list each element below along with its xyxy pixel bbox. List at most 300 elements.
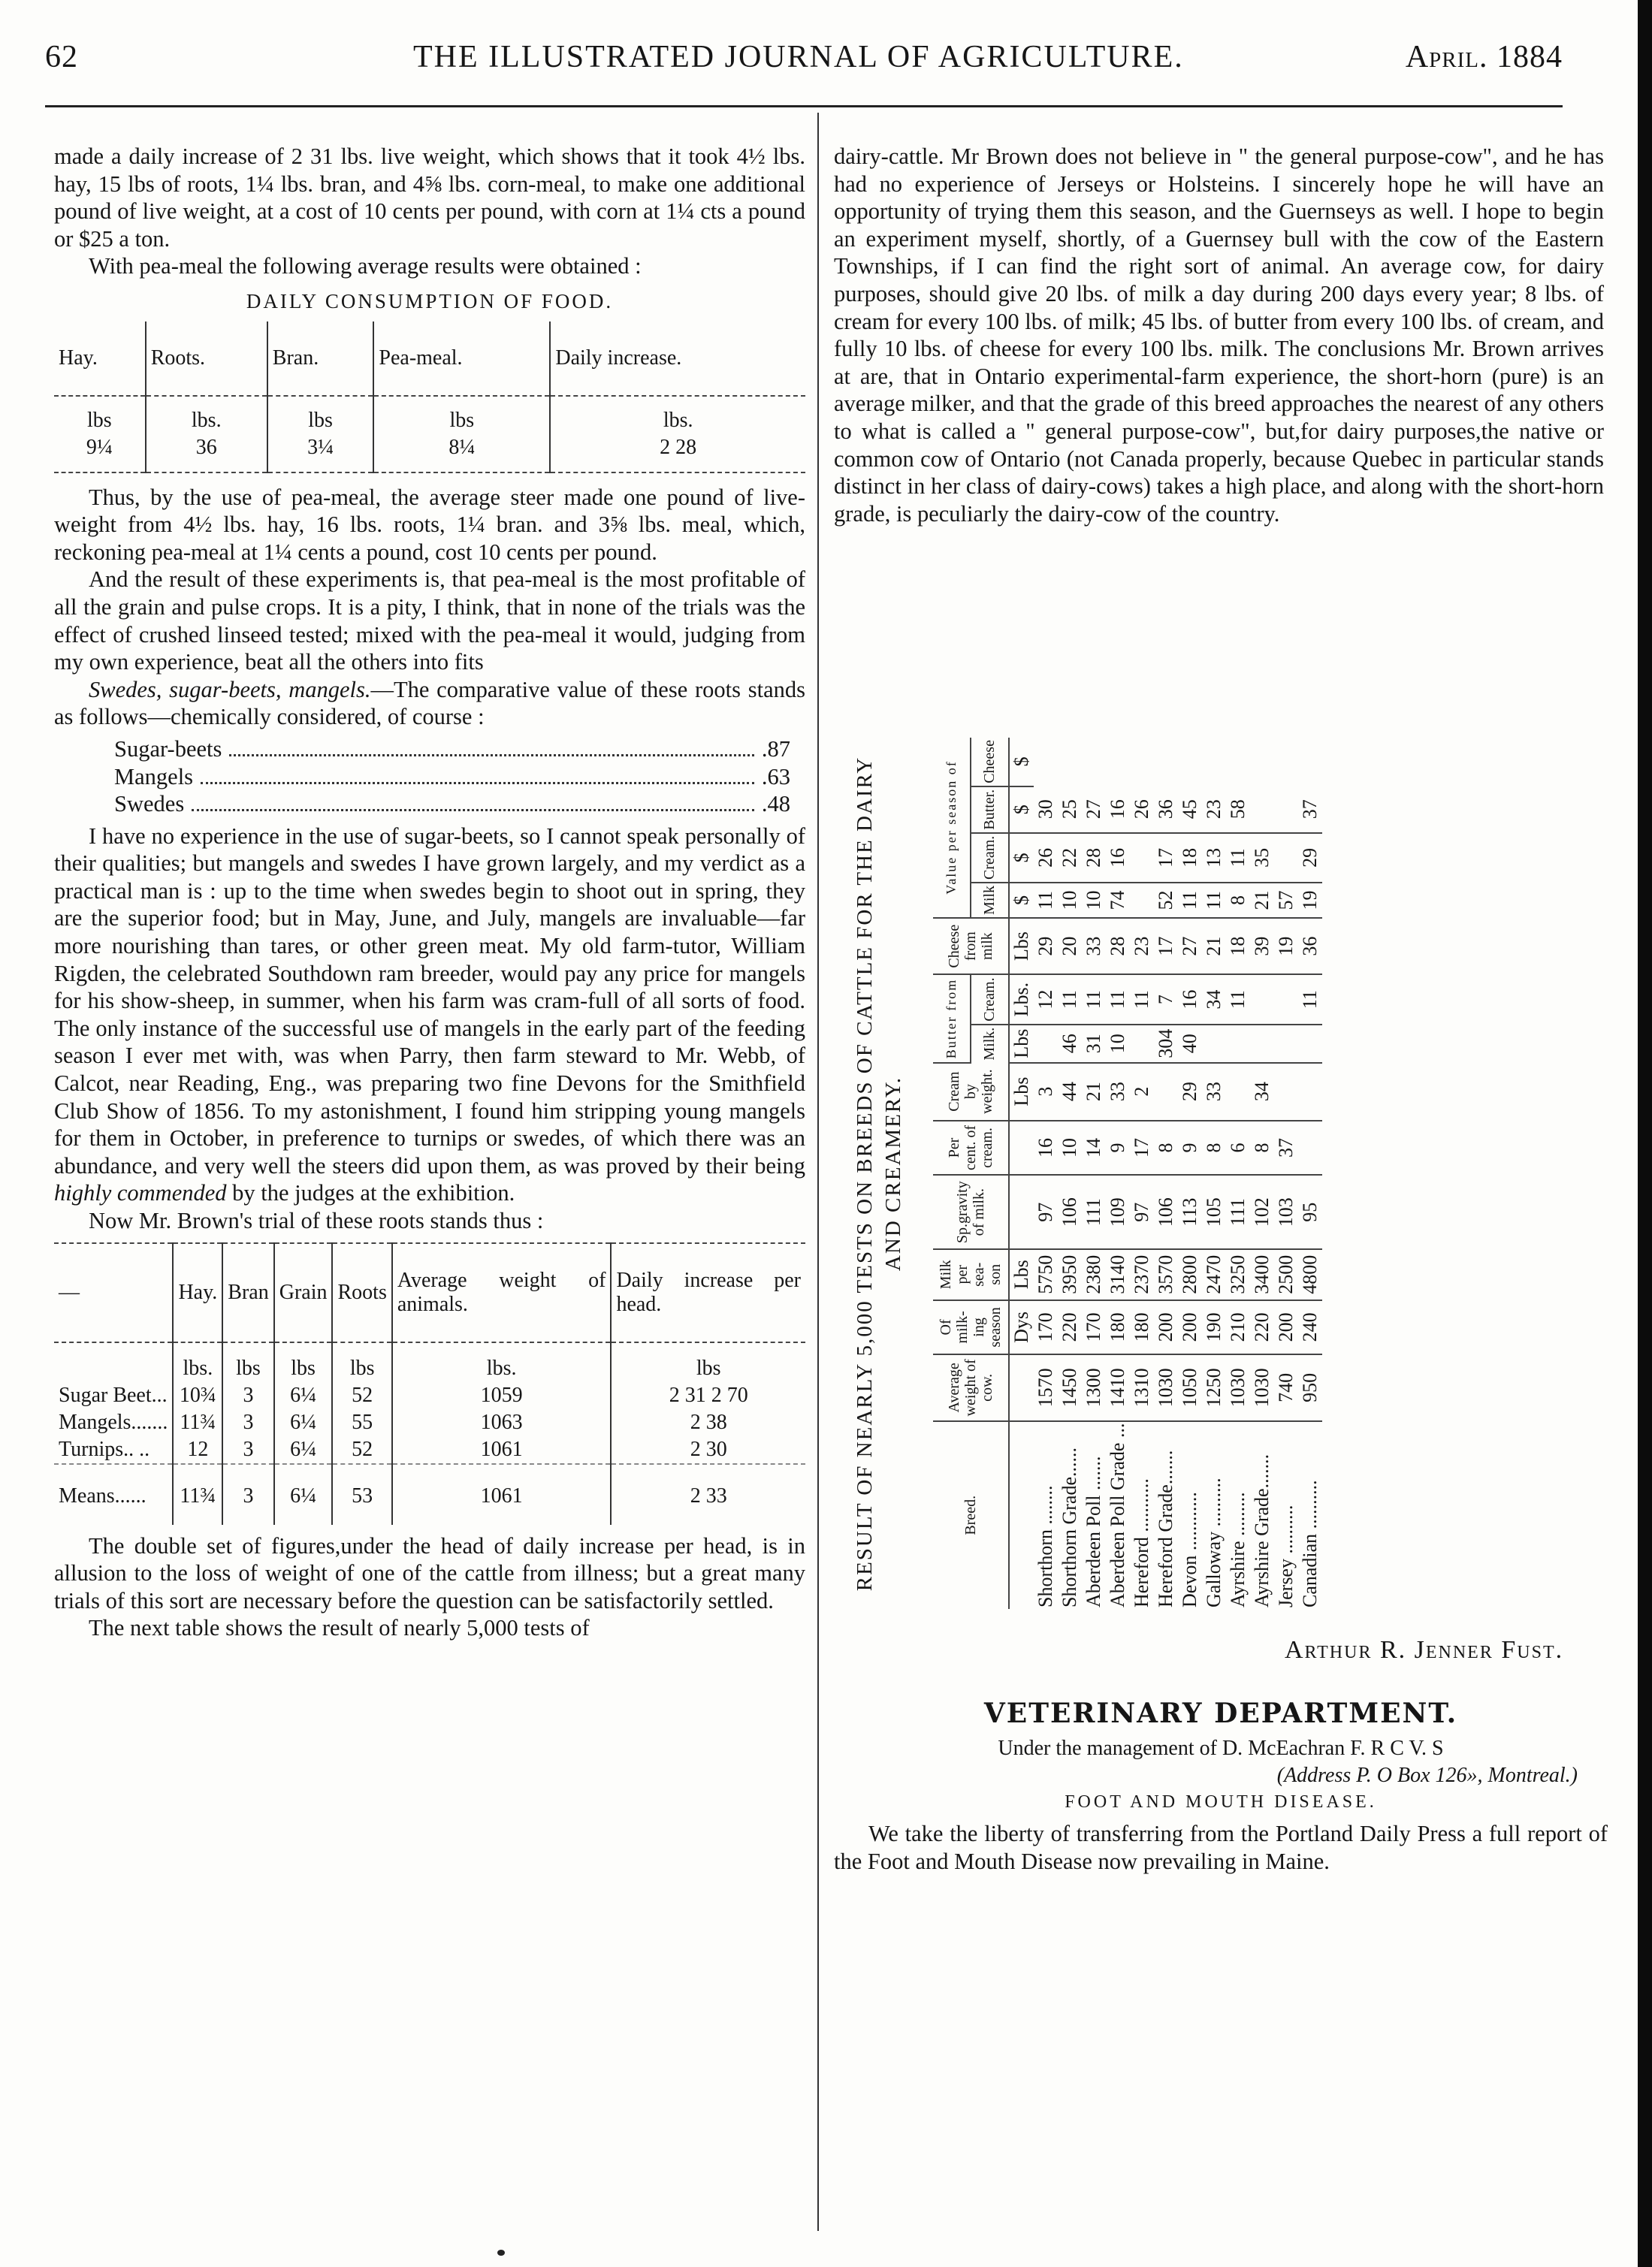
table-cell: 45 bbox=[1178, 786, 1202, 833]
table-cell: 113 bbox=[1178, 1175, 1202, 1249]
table-cell: 106 bbox=[1058, 1175, 1082, 1249]
table-cell: 304 bbox=[1154, 1025, 1178, 1063]
table-cell: 10 bbox=[1106, 1025, 1130, 1063]
table-cell: 17 bbox=[1154, 833, 1178, 883]
table-cell: 106 bbox=[1154, 1175, 1178, 1249]
table-cell bbox=[1274, 1025, 1298, 1063]
column-header: — bbox=[54, 1243, 173, 1342]
paragraph: Now Mr. Brown's trial of these roots stands thus : bbox=[89, 1208, 544, 1233]
unit-cell: lbs. bbox=[392, 1342, 612, 1382]
table-cell: 34 bbox=[1202, 974, 1226, 1024]
table-cell: 16 bbox=[1034, 1121, 1058, 1176]
column-header: Milk bbox=[971, 883, 1009, 918]
column-header: Roots. bbox=[146, 321, 267, 396]
unit-cell bbox=[54, 1342, 173, 1382]
paragraph: Thus, by the use of pea-meal, the average steer made one pound of live-weight from 4½ lbs. hay, 16 lbs. roots, 1¼ bran. and 3⅝ lbs. meal, which, reckoning pea-meal at 1¼ cents a pound, cost 10 cents per pound. bbox=[54, 484, 805, 565]
table-cell: 1410 bbox=[1106, 1354, 1130, 1420]
row-label: Means...... bbox=[54, 1464, 173, 1525]
table-row bbox=[1058, 738, 1082, 1609]
dairy-tests-rotated bbox=[841, 732, 1567, 1615]
table-cell: 2370 bbox=[1130, 1249, 1154, 1300]
table-cell: 2 bbox=[1130, 1063, 1154, 1121]
table-cell: 21 bbox=[1202, 918, 1226, 975]
table-cell: 30 bbox=[1034, 786, 1058, 833]
author-signature: Arthur R. Jenner Fust. bbox=[1285, 1636, 1564, 1664]
table-cell: 8 bbox=[1226, 883, 1250, 918]
table-cell: 39 bbox=[1250, 918, 1274, 975]
table-cell: 46 bbox=[1058, 1025, 1082, 1063]
issue-date: April. 1884 bbox=[1405, 40, 1563, 74]
table-cell: 26 bbox=[1130, 786, 1154, 833]
column-header: Average weight of cow. bbox=[933, 1354, 1009, 1420]
table-cell: 97 bbox=[1034, 1175, 1058, 1249]
table-cell: 3 bbox=[222, 1382, 273, 1409]
breed-name: Shorthorn ........ bbox=[1034, 1485, 1056, 1607]
table-cell: 170 bbox=[1082, 1300, 1106, 1355]
dairy-tests-table-region bbox=[841, 732, 1567, 1615]
table-cell: 23 bbox=[1130, 918, 1154, 975]
list-item bbox=[114, 735, 790, 763]
dairy-tests-table bbox=[933, 738, 1322, 1609]
table-cell: 6¼ bbox=[274, 1382, 333, 1409]
table-cell: 11¾ bbox=[173, 1409, 222, 1436]
paragraph: The next table shows the result of nearly 5,000 tests of bbox=[89, 1615, 590, 1641]
table-cell: 6¼ bbox=[274, 1436, 333, 1464]
table-cell: 12 bbox=[1034, 974, 1058, 1024]
group-header: Value per season of bbox=[933, 738, 971, 918]
table-cell: 111 bbox=[1226, 1175, 1250, 1249]
unit-cell: Dys bbox=[1009, 1300, 1034, 1355]
table-cell: 29 bbox=[1178, 1063, 1202, 1121]
table-cell: 9 bbox=[1178, 1121, 1202, 1176]
table-cell: 17 bbox=[1154, 918, 1178, 975]
table-cell: 3140 bbox=[1106, 1249, 1130, 1300]
breed-name: Shorthorn Grade...... bbox=[1059, 1447, 1080, 1607]
table-caption: DAILY CONSUMPTION OF FOOD. bbox=[246, 289, 614, 312]
table-cell: 2470 bbox=[1202, 1249, 1226, 1300]
table-cell: 1063 bbox=[392, 1409, 612, 1436]
table-cell: 74 bbox=[1106, 883, 1130, 918]
table-cell: 34 bbox=[1250, 1063, 1274, 1121]
table-cell bbox=[1130, 1025, 1154, 1063]
paragraph: With pea-meal the following average results were obtained : bbox=[89, 253, 642, 279]
table-cell: 11 bbox=[1202, 883, 1226, 918]
table-cell: 28 bbox=[1082, 833, 1106, 883]
table-cell: 11¾ bbox=[173, 1464, 222, 1525]
subheading: FOOT AND MOUTH DISEASE. bbox=[1065, 1792, 1377, 1812]
table-cell: 950 bbox=[1298, 1354, 1322, 1420]
address-line: (Address P. O Box 126», Montreal.) bbox=[1276, 1764, 1578, 1787]
table-cell: 36 bbox=[1154, 786, 1178, 833]
table-cell: 8 bbox=[1202, 1121, 1226, 1176]
paragraph: made a daily increase of 2 31 lbs. live weight, which shows that it took 4½ lbs. hay, 15 lbs of roots, 1¼ lbs. bran, and 4⅝ lbs. corn-meal, to make one additional pound of live weight, at a cost of 10 cents per pound, with corn at 1¼ cts a pound or $25 a ton. bbox=[54, 143, 805, 252]
table-cell: 8 bbox=[1154, 1121, 1178, 1176]
root-name: Swedes bbox=[114, 791, 185, 817]
dairy-tests-body bbox=[1034, 738, 1322, 1609]
list-item bbox=[114, 790, 790, 818]
unit-cell: lbs bbox=[87, 408, 112, 432]
column-header: Cheese bbox=[971, 738, 1009, 786]
table-cell: 18 bbox=[1178, 833, 1202, 883]
paragraph-text: I have no experience in the use of sugar-beets, so I cannot speak personally of their qualities; but mangels and swedes I have grown largely, and my verdict as a practical man is : up to the time when swedes begin to shoot out in spring, they are the superior food; but in May, June, and July, mangels are invaluable—far more nourishing than tares, or other green meat. My old farm-tutor, William Rigden, the celebrated Southdown ram breeder, would pay any price for mangels for his show-sheep, in summer, when his farm was cram-full of all sorts of food. The only instance of the successful use of mangels in the early part of the feeding season I ever met with, was when Parry, then farm steward to Mr. Webb, of Calcot, near Reading, Eng., was preparing two fine Devons for the Smithfield Club Show of 1856. To my astonishment, I found him stripping young mangels for them in October, in preference to turnips or swedes, of which there was an abundance, and very well the steers did upon them, as was proved by their being bbox=[54, 823, 805, 1179]
table-cell bbox=[1130, 833, 1154, 883]
table-cell: 3 bbox=[222, 1409, 273, 1436]
table-cell: 33 bbox=[1106, 1063, 1130, 1121]
value-cell: 3¼ bbox=[267, 434, 374, 472]
table-cell: 1059 bbox=[392, 1382, 612, 1409]
row-label: Turnips.. .. bbox=[59, 1437, 150, 1461]
table-cell: 25 bbox=[1058, 786, 1082, 833]
root-values-list bbox=[114, 735, 790, 818]
breed-name: Hereford Grade....... bbox=[1155, 1450, 1176, 1607]
table-cell: 9 bbox=[1106, 1121, 1130, 1176]
column-header: Roots bbox=[332, 1243, 391, 1342]
table-cell: 2500 bbox=[1274, 1249, 1298, 1300]
table-cell bbox=[1298, 1121, 1322, 1176]
running-head bbox=[45, 39, 1563, 84]
table-cell: 3 bbox=[222, 1464, 273, 1525]
unit-cell: $ bbox=[1009, 786, 1034, 833]
table-cell: 2800 bbox=[1178, 1249, 1202, 1300]
paragraph-text: by the judges at the exhibition. bbox=[232, 1180, 515, 1206]
table-cell: 37 bbox=[1274, 1121, 1298, 1176]
column-header: Milk per sea-son bbox=[933, 1249, 1009, 1300]
table-cell: 44 bbox=[1058, 1063, 1082, 1121]
table-row bbox=[54, 396, 805, 434]
breed-name: Galloway .......... bbox=[1203, 1478, 1225, 1607]
leader-dots bbox=[192, 809, 754, 811]
table-cell: 14 bbox=[1082, 1121, 1106, 1176]
table-cell: 8 bbox=[1250, 1121, 1274, 1176]
table-cell bbox=[1298, 1025, 1322, 1063]
table-cell: 1310 bbox=[1130, 1354, 1154, 1420]
column-header: Milk. bbox=[971, 1025, 1009, 1063]
table-cell: 40 bbox=[1178, 1025, 1202, 1063]
unit-cell: lbs. bbox=[146, 396, 267, 434]
table-cell: 1030 bbox=[1250, 1354, 1274, 1420]
units-row bbox=[1009, 738, 1034, 1609]
paragraph: The double set of figures,under the head of daily increase per head, is in allusion to the loss of weight of one of the cattle from illness; but a great many trials of this sort are necessary before the question can be satisfactorily settled. bbox=[54, 1532, 805, 1613]
column-header: Daily increase per head. bbox=[611, 1243, 805, 1342]
table-cell bbox=[1274, 833, 1298, 883]
table-cell: 3 bbox=[222, 1436, 273, 1464]
table-cell bbox=[1298, 1063, 1322, 1121]
table-cell: 180 bbox=[1106, 1300, 1130, 1355]
table-cell: 57 bbox=[1274, 883, 1298, 918]
table-cell: 26 bbox=[1034, 833, 1058, 883]
table-cell: 170 bbox=[1034, 1300, 1058, 1355]
value-cell: 9¼ bbox=[54, 434, 146, 472]
paragraph: dairy-cattle. Mr Brown does not believe in " the general purpose-cow", and he has had no experience of Jerseys or Holsteins. I sincerely hope he will have an opportunity of trying them this season, and the Guernseys as well. I hope to begin an experiment myself, shortly, of a Guernsey bull with the cow of the Eastern Townships, if I can find the right sort of animal. An average cow, for dairy purposes, should give 20 lbs. of milk a day during 200 days every year; 8 lbs. of cream for every 100 lbs. of milk; 45 lbs. of butter from every 100 lbs. of cream, and fully 10 lbs. of cheese for every 100 lbs. milk. The conclusions Mr. Brown arrives at are, that in Ontario experimental-farm experience, the short-horn (pure) is an average milker, and that the grade of this breed approaches the nearest of any others to what is called a " general purpose-cow", but,for dairy purposes,the native or common cow of Ontario (not Canada properly, because Quebec in particular stands distinct in her class of dairy-cows) takes a high place, and along with the short-horn grade, is peculiarly the dairy-cow of the country. bbox=[834, 143, 1604, 527]
root-name: Mangels bbox=[114, 763, 194, 789]
table-cell: 20 bbox=[1058, 918, 1082, 975]
unit-cell: $ bbox=[1009, 883, 1034, 918]
table-cell: 55 bbox=[332, 1409, 391, 1436]
table-cell: 1570 bbox=[1034, 1354, 1058, 1420]
unit-cell: lbs bbox=[274, 1342, 333, 1382]
unit-cell bbox=[1009, 1421, 1034, 1609]
table-row bbox=[1106, 738, 1130, 1609]
table-cell: 200 bbox=[1274, 1300, 1298, 1355]
table-cell: 29 bbox=[1034, 918, 1058, 975]
unit-cell: Lbs bbox=[1009, 918, 1034, 975]
unit-cell: lbs bbox=[222, 1342, 273, 1382]
table-cell: 105 bbox=[1202, 1175, 1226, 1249]
scan-edge bbox=[1638, 0, 1652, 2267]
unit-cell: lbs. bbox=[550, 396, 805, 434]
unit-cell: $ bbox=[1009, 738, 1034, 786]
table-cell: 200 bbox=[1154, 1300, 1178, 1355]
table-cell: 21 bbox=[1082, 1063, 1106, 1121]
table-cell: 6¼ bbox=[274, 1464, 333, 1525]
breed-name: Devon ............ bbox=[1179, 1492, 1200, 1607]
group-header: Butter from bbox=[933, 974, 971, 1062]
breed-name: Ayrshire Grade....... bbox=[1251, 1453, 1273, 1607]
table-cell: 16 bbox=[1106, 786, 1130, 833]
table-cell bbox=[1250, 786, 1274, 833]
paragraph: We take the liberty of transferring from the Portland Daily Press a full report of the Foot and Mouth Disease now prevailing in Maine. bbox=[834, 1821, 1608, 1874]
italic-text: highly commended bbox=[54, 1180, 227, 1206]
ink-speck bbox=[497, 2250, 505, 2256]
table-cell: 33 bbox=[1202, 1063, 1226, 1121]
unit-cell: Lbs bbox=[1009, 1025, 1034, 1063]
table-cell: 11 bbox=[1082, 974, 1106, 1024]
table-caption: RESULT OF NEARLY 5,000 TESTS ON BREEDS OF CATTLE FOR THE DAIRY AND CREAMERY. bbox=[853, 756, 905, 1592]
table-cell: 7 bbox=[1154, 974, 1178, 1024]
breed-name: Jersey .......... bbox=[1275, 1505, 1297, 1607]
table-cell: 33 bbox=[1082, 918, 1106, 975]
unit-cell: Lbs. bbox=[1009, 974, 1034, 1024]
table-row bbox=[54, 1342, 805, 1382]
breed-name: Aberdeen Poll Grade ... bbox=[1107, 1423, 1128, 1607]
table-cell bbox=[1202, 1025, 1226, 1063]
root-value: .87 bbox=[761, 735, 790, 762]
page-number: 62 bbox=[45, 40, 78, 74]
table-cell: 28 bbox=[1106, 918, 1130, 975]
italic-heading: Swedes, sugar-beets, mangels. bbox=[89, 676, 371, 702]
table-row bbox=[1298, 738, 1322, 1609]
table-cell: 12 bbox=[173, 1436, 222, 1464]
table-row bbox=[1082, 738, 1106, 1609]
table-row bbox=[54, 1382, 805, 1409]
column-header: Bran bbox=[222, 1243, 273, 1342]
table-row bbox=[1226, 738, 1250, 1609]
table-cell: 2 38 bbox=[611, 1409, 805, 1436]
table-cell: 27 bbox=[1082, 786, 1106, 833]
table-cell: 2 33 bbox=[611, 1464, 805, 1525]
table-cell: 10¾ bbox=[173, 1382, 222, 1409]
list-item bbox=[114, 763, 790, 791]
leader-dots bbox=[201, 782, 754, 784]
value-cell: 2 28 bbox=[550, 434, 805, 472]
table-cell: 1250 bbox=[1202, 1354, 1226, 1420]
table-cell: 10 bbox=[1058, 1121, 1082, 1176]
table-row bbox=[54, 1436, 805, 1464]
table-cell: 2 30 bbox=[611, 1436, 805, 1464]
table-cell: 36 bbox=[1298, 918, 1322, 975]
table-cell: 3400 bbox=[1250, 1249, 1274, 1300]
table-cell: 103 bbox=[1274, 1175, 1298, 1249]
table-cell bbox=[1226, 1025, 1250, 1063]
root-name: Sugar-beets bbox=[114, 735, 222, 762]
table-cell: 1030 bbox=[1226, 1354, 1250, 1420]
table-row bbox=[1154, 738, 1178, 1609]
table-row bbox=[1250, 738, 1274, 1609]
table-row bbox=[54, 434, 805, 472]
table-cell bbox=[1250, 1025, 1274, 1063]
table-cell: 180 bbox=[1130, 1300, 1154, 1355]
table-cell: 240 bbox=[1298, 1300, 1322, 1355]
journal-title: THE ILLUSTRATED JOURNAL OF AGRICULTURE. bbox=[413, 40, 1184, 74]
unit-cell bbox=[1009, 1121, 1034, 1176]
table-cell: 58 bbox=[1226, 786, 1250, 833]
breed-name: Hereford ........... bbox=[1131, 1478, 1152, 1607]
column-header: Hay. bbox=[54, 321, 146, 396]
left-column bbox=[54, 143, 805, 1642]
table-cell: 111 bbox=[1082, 1175, 1106, 1249]
table-cell: 1030 bbox=[1154, 1354, 1178, 1420]
table-cell: 1061 bbox=[392, 1464, 612, 1525]
table-cell: 1061 bbox=[392, 1436, 612, 1464]
table-cell: 1050 bbox=[1178, 1354, 1202, 1420]
management-line: Under the management of D. McEachran F. R C V. S bbox=[998, 1737, 1444, 1760]
table-cell bbox=[1154, 1063, 1178, 1121]
breed-name: Canadian .......... bbox=[1299, 1480, 1321, 1607]
table-cell: 5750 bbox=[1034, 1249, 1058, 1300]
table-cell bbox=[1274, 1063, 1298, 1121]
table-row bbox=[1178, 738, 1202, 1609]
unit-cell: Lbs bbox=[1009, 1249, 1034, 1300]
table-cell: 6¼ bbox=[274, 1409, 333, 1436]
table-cell bbox=[1034, 1025, 1058, 1063]
table-cell: 190 bbox=[1202, 1300, 1226, 1355]
table-cell: 95 bbox=[1298, 1175, 1322, 1249]
unit-cell: lbs. bbox=[173, 1342, 222, 1382]
table-row bbox=[1130, 738, 1154, 1609]
column-header: Cream by weight. bbox=[933, 1063, 1009, 1121]
table-cell: 19 bbox=[1298, 883, 1322, 918]
row-label: Mangels....... bbox=[59, 1410, 168, 1434]
unit-cell bbox=[1009, 1354, 1034, 1420]
table-cell: 109 bbox=[1106, 1175, 1130, 1249]
table-cell: 52 bbox=[332, 1382, 391, 1409]
table-cell: 210 bbox=[1226, 1300, 1250, 1355]
table-cell: 11 bbox=[1226, 833, 1250, 883]
paragraph bbox=[54, 676, 805, 731]
table-cell: 18 bbox=[1226, 918, 1250, 975]
paragraph bbox=[54, 823, 805, 1207]
table-cell: 52 bbox=[1154, 883, 1178, 918]
table-cell bbox=[1226, 1063, 1250, 1121]
table-cell: 23 bbox=[1202, 786, 1226, 833]
table-cell: 16 bbox=[1178, 974, 1202, 1024]
column-header: Hay. bbox=[173, 1243, 222, 1342]
table-cell: 1300 bbox=[1082, 1354, 1106, 1420]
value-cell: 36 bbox=[146, 434, 267, 472]
unit-cell bbox=[1009, 1175, 1034, 1249]
table-cell bbox=[1274, 974, 1298, 1024]
table-cell bbox=[1130, 883, 1154, 918]
table-cell: 102 bbox=[1250, 1175, 1274, 1249]
table-cell: 11 bbox=[1058, 974, 1082, 1024]
table-cell: 3570 bbox=[1154, 1249, 1178, 1300]
column-header: Daily increase. bbox=[550, 321, 805, 396]
header-rule bbox=[45, 105, 1563, 107]
column-header: Of milk-ing season bbox=[933, 1300, 1009, 1355]
root-value: .63 bbox=[761, 763, 790, 789]
unit-cell: $ bbox=[1009, 833, 1034, 883]
table-cell: 31 bbox=[1082, 1025, 1106, 1063]
table-cell: 11 bbox=[1298, 974, 1322, 1024]
table-cell: 11 bbox=[1226, 974, 1250, 1024]
table-cell: 3950 bbox=[1058, 1249, 1082, 1300]
breed-name: Aberdeen Poll ....... bbox=[1083, 1456, 1104, 1607]
table-cell: 29 bbox=[1298, 833, 1322, 883]
breed-name: Ayrshire ......... bbox=[1227, 1492, 1249, 1607]
table-row bbox=[1034, 738, 1058, 1609]
table-cell: 1450 bbox=[1058, 1354, 1082, 1420]
column-header: Bran. bbox=[267, 321, 374, 396]
unit-cell: lbs bbox=[267, 396, 374, 434]
unit-cell: lbs bbox=[332, 1342, 391, 1382]
table-cell: 11 bbox=[1130, 974, 1154, 1024]
paragraph-text: —The comparative value of these roots stands as follows—chemically considered, of course : bbox=[54, 676, 805, 730]
table-cell: 37 bbox=[1298, 786, 1322, 833]
column-header: Grain bbox=[274, 1243, 333, 1342]
table-cell: 21 bbox=[1250, 883, 1274, 918]
table-cell: 3 bbox=[1034, 1063, 1058, 1121]
table-cell bbox=[1274, 786, 1298, 833]
root-value: .48 bbox=[761, 791, 790, 817]
table-cell: 35 bbox=[1250, 833, 1274, 883]
column-header: Cream. bbox=[971, 974, 1009, 1024]
unit-cell: lbs bbox=[373, 396, 550, 434]
value-cell: 8¼ bbox=[373, 434, 550, 472]
column-header: Butter. bbox=[971, 786, 1009, 833]
table-cell: 13 bbox=[1202, 833, 1226, 883]
table-cell: 52 bbox=[332, 1436, 391, 1464]
table-cell: 220 bbox=[1250, 1300, 1274, 1355]
table-cell: 2380 bbox=[1082, 1249, 1106, 1300]
unit-cell: lbs bbox=[611, 1342, 805, 1382]
food-consumption-table bbox=[54, 321, 805, 473]
right-column bbox=[834, 143, 1604, 527]
table-cell: 3250 bbox=[1226, 1249, 1250, 1300]
column-header: Sp.gravity of milk. bbox=[933, 1175, 1009, 1249]
veterinary-section bbox=[834, 1698, 1608, 1875]
leader-dots bbox=[229, 754, 754, 756]
column-header: Cheese from milk bbox=[933, 918, 1009, 975]
table-cell: 10 bbox=[1058, 883, 1082, 918]
column-divider bbox=[817, 113, 819, 2231]
table-cell bbox=[1250, 974, 1274, 1024]
table-cell: 19 bbox=[1274, 918, 1298, 975]
table-cell: 11 bbox=[1178, 883, 1202, 918]
table-cell: 220 bbox=[1058, 1300, 1082, 1355]
table-row bbox=[54, 1409, 805, 1436]
table-row bbox=[1274, 738, 1298, 1609]
table-cell: 4800 bbox=[1298, 1249, 1322, 1300]
table-cell: 27 bbox=[1178, 918, 1202, 975]
unit-cell: Lbs bbox=[1009, 1063, 1034, 1121]
table-cell: 10 bbox=[1082, 883, 1106, 918]
table-cell: 53 bbox=[332, 1464, 391, 1525]
section-heading: VETERINARY DEPARTMENT. bbox=[983, 1698, 1458, 1729]
table-cell: 200 bbox=[1178, 1300, 1202, 1355]
table-cell: 740 bbox=[1274, 1354, 1298, 1420]
table-cell: 6 bbox=[1226, 1121, 1250, 1176]
column-header: Cream. bbox=[971, 833, 1009, 883]
